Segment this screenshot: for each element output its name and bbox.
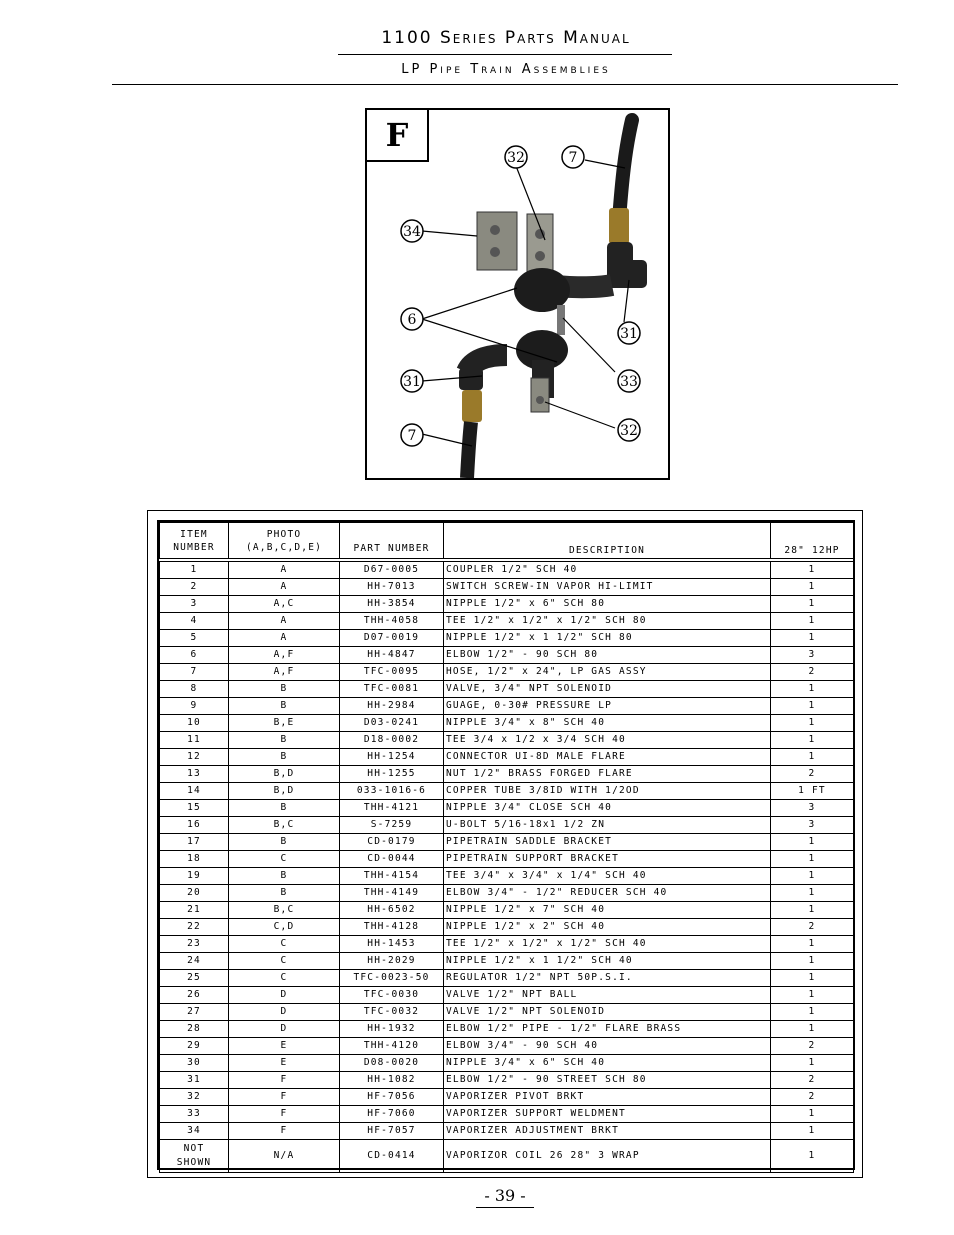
table-row — [160, 1140, 854, 1173]
table-row — [160, 732, 854, 749]
cell-description: SWITCH SCREW-IN VAPOR HI-LIMIT — [444, 579, 771, 596]
cell-item-number: 25 — [160, 970, 229, 987]
cell-item-number: 31 — [160, 1072, 229, 1089]
cell-description: TEE 1/2" x 1/2" x 1/2" SCH 40 — [444, 936, 771, 953]
cell-photo: B — [229, 868, 340, 885]
cell-photo: B,D — [229, 766, 340, 783]
cell-quantity: 2 — [771, 1038, 854, 1055]
cell-photo: B,C — [229, 817, 340, 834]
cell-part-number: HF-7056 — [340, 1089, 444, 1106]
table-row — [160, 834, 854, 851]
cell-item-number: 30 — [160, 1055, 229, 1072]
cell-description: CONNECTOR UI-8D MALE FLARE — [444, 749, 771, 766]
cell-photo: B,D — [229, 783, 340, 800]
callout-label: 34 — [403, 224, 421, 240]
callout-label: 31 — [403, 374, 421, 390]
cell-part-number: THH-4120 — [340, 1038, 444, 1055]
cell-description: NIPPLE 1/2" x 1 1/2" SCH 80 — [444, 630, 771, 647]
cell-photo: B — [229, 681, 340, 698]
cell-quantity: 3 — [771, 647, 854, 664]
cell-item-number: 12 — [160, 749, 229, 766]
manual-title: 1100 Series Parts Manual — [381, 28, 631, 48]
cell-item-number: 7 — [160, 664, 229, 681]
table-row — [160, 800, 854, 817]
cell-part-number: D08-0020 — [340, 1055, 444, 1072]
cell-item-number: 1 — [160, 562, 229, 579]
cell-photo: A,C — [229, 596, 340, 613]
table-row — [160, 1055, 854, 1072]
cell-quantity: 1 — [771, 579, 854, 596]
cell-part-number: HF-7057 — [340, 1123, 444, 1140]
cell-quantity: 3 — [771, 800, 854, 817]
cell-item-number: 2 — [160, 579, 229, 596]
cell-description: PIPETRAIN SADDLE BRACKET — [444, 834, 771, 851]
table-row — [160, 1106, 854, 1123]
table-row — [160, 970, 854, 987]
table-row — [160, 681, 854, 698]
table-row — [160, 1021, 854, 1038]
cell-description: NIPPLE 1/2" x 6" SCH 80 — [444, 596, 771, 613]
cell-photo: D — [229, 987, 340, 1004]
cell-quantity: 1 — [771, 1055, 854, 1072]
table-row — [160, 613, 854, 630]
table-row — [160, 936, 854, 953]
cell-item-number: 21 — [160, 902, 229, 919]
table-row — [160, 596, 854, 613]
cell-item-number: 27 — [160, 1004, 229, 1021]
cell-photo: A — [229, 630, 340, 647]
cell-quantity: 1 — [771, 613, 854, 630]
cell-part-number: 033-1016-6 — [340, 783, 444, 800]
cell-item-number: 8 — [160, 681, 229, 698]
table-row — [160, 885, 854, 902]
cell-item-number: 26 — [160, 987, 229, 1004]
cell-description: NIPPLE 3/4" x 8" SCH 40 — [444, 715, 771, 732]
cell-photo: C — [229, 851, 340, 868]
cell-photo: B,E — [229, 715, 340, 732]
cell-item-number: 15 — [160, 800, 229, 817]
cell-item-number: NOT SHOWN — [160, 1140, 229, 1173]
cell-part-number: THH-4058 — [340, 613, 444, 630]
cell-part-number: TFC-0030 — [340, 987, 444, 1004]
callout-label: 33 — [620, 374, 638, 390]
cell-quantity: 1 — [771, 715, 854, 732]
table-row — [160, 1089, 854, 1106]
cell-part-number: HH-1932 — [340, 1021, 444, 1038]
cell-item-number: 24 — [160, 953, 229, 970]
cell-part-number: D03-0241 — [340, 715, 444, 732]
cell-part-number: HH-2029 — [340, 953, 444, 970]
cell-item-number: 18 — [160, 851, 229, 868]
cell-photo: C — [229, 936, 340, 953]
callout-label: 7 — [568, 150, 578, 166]
parts-table-frame — [147, 510, 863, 1178]
cell-description: VAPORIZOR COIL 26 28" 3 WRAP — [444, 1140, 771, 1173]
cell-quantity: 1 — [771, 936, 854, 953]
cell-photo: C — [229, 970, 340, 987]
cell-quantity: 1 — [771, 596, 854, 613]
table-row — [160, 1072, 854, 1089]
header-item-number: ITEM NUMBER — [160, 523, 229, 559]
table-row — [160, 919, 854, 936]
cell-description: NIPPLE 1/2" x 7" SCH 40 — [444, 902, 771, 919]
cell-quantity: 1 — [771, 749, 854, 766]
cell-quantity: 1 — [771, 953, 854, 970]
cell-part-number: HH-3854 — [340, 596, 444, 613]
cell-quantity: 1 — [771, 834, 854, 851]
cell-quantity: 1 — [771, 732, 854, 749]
cell-photo: B — [229, 732, 340, 749]
cell-part-number: CD-0179 — [340, 834, 444, 851]
table-row — [160, 1038, 854, 1055]
cell-item-number: 5 — [160, 630, 229, 647]
cell-part-number: D07-0019 — [340, 630, 444, 647]
cell-description: ELBOW 1/2" - 90 STREET SCH 80 — [444, 1072, 771, 1089]
callout-label: 32 — [620, 423, 638, 439]
cell-item-number: 22 — [160, 919, 229, 936]
header-part-number: PART NUMBER — [340, 523, 444, 559]
cell-item-number: 34 — [160, 1123, 229, 1140]
cell-description: NUT 1/2" BRASS FORGED FLARE — [444, 766, 771, 783]
cell-photo: A,F — [229, 664, 340, 681]
cell-part-number: HH-7013 — [340, 579, 444, 596]
table-row — [160, 953, 854, 970]
parts-table-container — [157, 520, 855, 1170]
cell-photo: E — [229, 1038, 340, 1055]
cell-quantity: 1 — [771, 698, 854, 715]
cell-description: TEE 3/4" x 3/4" x 1/4" SCH 40 — [444, 868, 771, 885]
cell-photo: B — [229, 834, 340, 851]
cell-description: ELBOW 3/4" - 1/2" REDUCER SCH 40 — [444, 885, 771, 902]
cell-photo: B,C — [229, 902, 340, 919]
cell-item-number: 9 — [160, 698, 229, 715]
cell-photo: C,D — [229, 919, 340, 936]
section-subtitle: LP Pipe Train Assemblies — [401, 62, 611, 77]
table-header-row — [160, 523, 854, 559]
cell-photo: F — [229, 1089, 340, 1106]
cell-item-number: 10 — [160, 715, 229, 732]
cell-quantity: 1 — [771, 681, 854, 698]
cell-photo: F — [229, 1123, 340, 1140]
assembly-illustration — [367, 110, 668, 478]
cell-quantity: 2 — [771, 766, 854, 783]
cell-quantity: 1 — [771, 902, 854, 919]
cell-description: ELBOW 1/2" PIPE - 1/2" FLARE BRASS — [444, 1021, 771, 1038]
cell-photo: B — [229, 885, 340, 902]
cell-photo: C — [229, 953, 340, 970]
cell-description: GUAGE, 0-30# PRESSURE LP — [444, 698, 771, 715]
page-number: - 39 - — [476, 1186, 534, 1208]
cell-photo: E — [229, 1055, 340, 1072]
cell-description: TEE 3/4 x 1/2 x 3/4 SCH 40 — [444, 732, 771, 749]
cell-description: VALVE 1/2" NPT SOLENOID — [444, 1004, 771, 1021]
cell-item-number: 4 — [160, 613, 229, 630]
cell-item-number: 14 — [160, 783, 229, 800]
cell-photo: N/A — [229, 1140, 340, 1173]
cell-quantity: 2 — [771, 664, 854, 681]
cell-description: VALVE, 3/4" NPT SOLENOID — [444, 681, 771, 698]
table-row — [160, 902, 854, 919]
cell-photo: B — [229, 698, 340, 715]
cell-part-number: HH-1082 — [340, 1072, 444, 1089]
table-row — [160, 749, 854, 766]
cell-item-number: 32 — [160, 1089, 229, 1106]
table-row — [160, 868, 854, 885]
cell-item-number: 29 — [160, 1038, 229, 1055]
cell-description: VAPORIZER SUPPORT WELDMENT — [444, 1106, 771, 1123]
cell-part-number: D67-0005 — [340, 562, 444, 579]
cell-photo: A,F — [229, 647, 340, 664]
cell-part-number: CD-0044 — [340, 851, 444, 868]
cell-item-number: 23 — [160, 936, 229, 953]
cell-part-number: S-7259 — [340, 817, 444, 834]
cell-photo: D — [229, 1004, 340, 1021]
cell-part-number: THH-4128 — [340, 919, 444, 936]
title-underline — [338, 54, 672, 55]
cell-description: NIPPLE 1/2" x 1 1/2" SCH 40 — [444, 953, 771, 970]
cell-item-number: 17 — [160, 834, 229, 851]
cell-description: VAPORIZER PIVOT BRKT — [444, 1089, 771, 1106]
callout-label: 31 — [620, 326, 638, 342]
table-row — [160, 817, 854, 834]
cell-part-number: TFC-0023-50 — [340, 970, 444, 987]
cell-quantity: 3 — [771, 817, 854, 834]
cell-item-number: 33 — [160, 1106, 229, 1123]
cell-part-number: D18-0002 — [340, 732, 444, 749]
callout-label: 7 — [407, 428, 417, 444]
cell-part-number: HH-2984 — [340, 698, 444, 715]
cell-part-number: HH-1255 — [340, 766, 444, 783]
cell-photo: A — [229, 579, 340, 596]
table-row — [160, 664, 854, 681]
table-row — [160, 715, 854, 732]
header-description: DESCRIPTION — [444, 523, 771, 559]
photo-letter-label: F — [367, 110, 429, 162]
cell-quantity: 1 — [771, 1021, 854, 1038]
cell-quantity: 2 — [771, 1089, 854, 1106]
cell-part-number: HH-6502 — [340, 902, 444, 919]
cell-item-number: 28 — [160, 1021, 229, 1038]
parts-table — [159, 522, 854, 1173]
header-divider — [112, 84, 898, 85]
cell-description: U-BOLT 5/16-18x1 1/2 ZN — [444, 817, 771, 834]
cell-photo: D — [229, 1021, 340, 1038]
cell-quantity: 2 — [771, 919, 854, 936]
cell-quantity: 1 — [771, 851, 854, 868]
table-row — [160, 783, 854, 800]
cell-quantity: 1 — [771, 987, 854, 1004]
cell-part-number: HH-1254 — [340, 749, 444, 766]
cell-part-number: TFC-0032 — [340, 1004, 444, 1021]
table-row — [160, 1123, 854, 1140]
cell-description: NIPPLE 1/2" x 2" SCH 40 — [444, 919, 771, 936]
cell-quantity: 1 — [771, 1004, 854, 1021]
cell-photo: B — [229, 800, 340, 817]
table-row — [160, 579, 854, 596]
header-quantity: 28" 12HP — [771, 523, 854, 559]
cell-quantity: 2 — [771, 1072, 854, 1089]
cell-description: ELBOW 1/2" - 90 SCH 80 — [444, 647, 771, 664]
callout-label: 6 — [407, 312, 417, 328]
table-row — [160, 647, 854, 664]
cell-part-number: HH-4847 — [340, 647, 444, 664]
cell-photo: A — [229, 562, 340, 579]
cell-item-number: 13 — [160, 766, 229, 783]
cell-quantity: 1 — [771, 868, 854, 885]
table-row — [160, 1004, 854, 1021]
table-row — [160, 562, 854, 579]
cell-description: NIPPLE 3/4" x 6" SCH 40 — [444, 1055, 771, 1072]
cell-part-number: THH-4149 — [340, 885, 444, 902]
cell-part-number: HH-1453 — [340, 936, 444, 953]
cell-item-number: 19 — [160, 868, 229, 885]
cell-quantity: 1 — [771, 1106, 854, 1123]
cell-quantity: 1 — [771, 1123, 854, 1140]
cell-description: COPPER TUBE 3/8ID WITH 1/2OD — [444, 783, 771, 800]
cell-description: REGULATOR 1/2" NPT 50P.S.I. — [444, 970, 771, 987]
cell-photo: F — [229, 1106, 340, 1123]
cell-photo: F — [229, 1072, 340, 1089]
cell-part-number: THH-4121 — [340, 800, 444, 817]
assembly-photo — [365, 108, 670, 480]
cell-description: TEE 1/2" x 1/2" x 1/2" SCH 80 — [444, 613, 771, 630]
header-photo: PHOTO (A,B,C,D,E) — [229, 523, 340, 559]
cell-quantity: 1 — [771, 885, 854, 902]
table-row — [160, 851, 854, 868]
cell-item-number: 11 — [160, 732, 229, 749]
cell-part-number: HF-7060 — [340, 1106, 444, 1123]
cell-description: VAPORIZER ADJUSTMENT BRKT — [444, 1123, 771, 1140]
cell-item-number: 16 — [160, 817, 229, 834]
cell-quantity: 1 — [771, 630, 854, 647]
callout-label: 32 — [507, 150, 525, 166]
cell-description: NIPPLE 3/4" CLOSE SCH 40 — [444, 800, 771, 817]
cell-item-number: 6 — [160, 647, 229, 664]
cell-description: VALVE 1/2" NPT BALL — [444, 987, 771, 1004]
table-row — [160, 766, 854, 783]
cell-photo: A — [229, 613, 340, 630]
cell-item-number: 20 — [160, 885, 229, 902]
cell-description: COUPLER 1/2" SCH 40 — [444, 562, 771, 579]
cell-part-number: TFC-0081 — [340, 681, 444, 698]
cell-description: PIPETRAIN SUPPORT BRACKET — [444, 851, 771, 868]
cell-part-number: TFC-0095 — [340, 664, 444, 681]
table-row — [160, 630, 854, 647]
cell-description: ELBOW 3/4" - 90 SCH 40 — [444, 1038, 771, 1055]
cell-quantity: 1 FT — [771, 783, 854, 800]
cell-description: HOSE, 1/2" x 24", LP GAS ASSY — [444, 664, 771, 681]
cell-item-number: 3 — [160, 596, 229, 613]
cell-quantity: 1 — [771, 562, 854, 579]
cell-part-number: CD-0414 — [340, 1140, 444, 1173]
cell-quantity: 1 — [771, 1140, 854, 1173]
cell-photo: B — [229, 749, 340, 766]
cell-quantity: 1 — [771, 970, 854, 987]
cell-part-number: THH-4154 — [340, 868, 444, 885]
table-row — [160, 987, 854, 1004]
table-row — [160, 698, 854, 715]
